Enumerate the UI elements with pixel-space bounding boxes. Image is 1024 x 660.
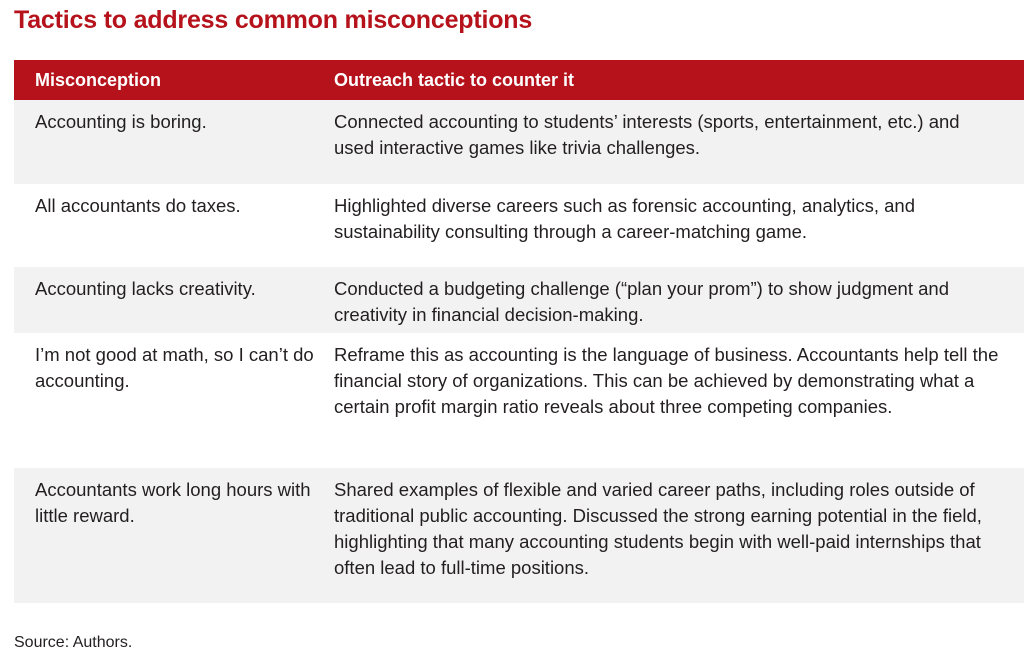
page-title: Tactics to address common misconceptions xyxy=(14,6,533,34)
column-header-tactic: Outreach tactic to counter it xyxy=(334,69,575,90)
misconception-cell: Accounting is boring. xyxy=(35,111,207,132)
misconception-cell: I’m not good at math, so I can’t do accounting. xyxy=(35,344,314,391)
table-row xyxy=(14,267,1024,333)
misconceptions-table xyxy=(14,60,1024,603)
tactic-cell: Conducted a budgeting challenge (“plan your prom”) to show judgment and creativity in financial decision-making. xyxy=(334,278,949,325)
table-row xyxy=(14,468,1024,603)
tactic-cell: Connected accounting to students’ interests (sports, entertainment, etc.) and used interactive games like trivia challenges. xyxy=(334,111,960,158)
tactic-cell: Highlighted diverse careers such as forensic accounting, analytics, and sustainability consulting through a career-matching game. xyxy=(334,195,916,242)
table-row xyxy=(14,184,1024,267)
tactic-cell: Reframe this as accounting is the language of business. Accountants help tell the financial story of organizations. This can be achieved by demonstrating what a certain profit margin ratio reveals about three competing companies. xyxy=(334,344,999,417)
table-row xyxy=(14,100,1024,184)
table-header xyxy=(14,60,1024,100)
source-note: Source: Authors. xyxy=(14,634,133,651)
tactic-cell: Shared examples of flexible and varied career paths, including roles outside of traditional public accounting. Discussed the strong earning potential in the field, highlighting that many accounting students begin with well-paid internships that often lead to full-time positions. xyxy=(334,479,982,578)
misconception-cell: All accountants do taxes. xyxy=(35,195,241,216)
misconception-cell: Accountants work long hours with little reward. xyxy=(35,479,311,526)
misconception-cell: Accounting lacks creativity. xyxy=(35,278,256,299)
table-row xyxy=(14,333,1024,468)
column-header-misconception: Misconception xyxy=(35,69,162,90)
